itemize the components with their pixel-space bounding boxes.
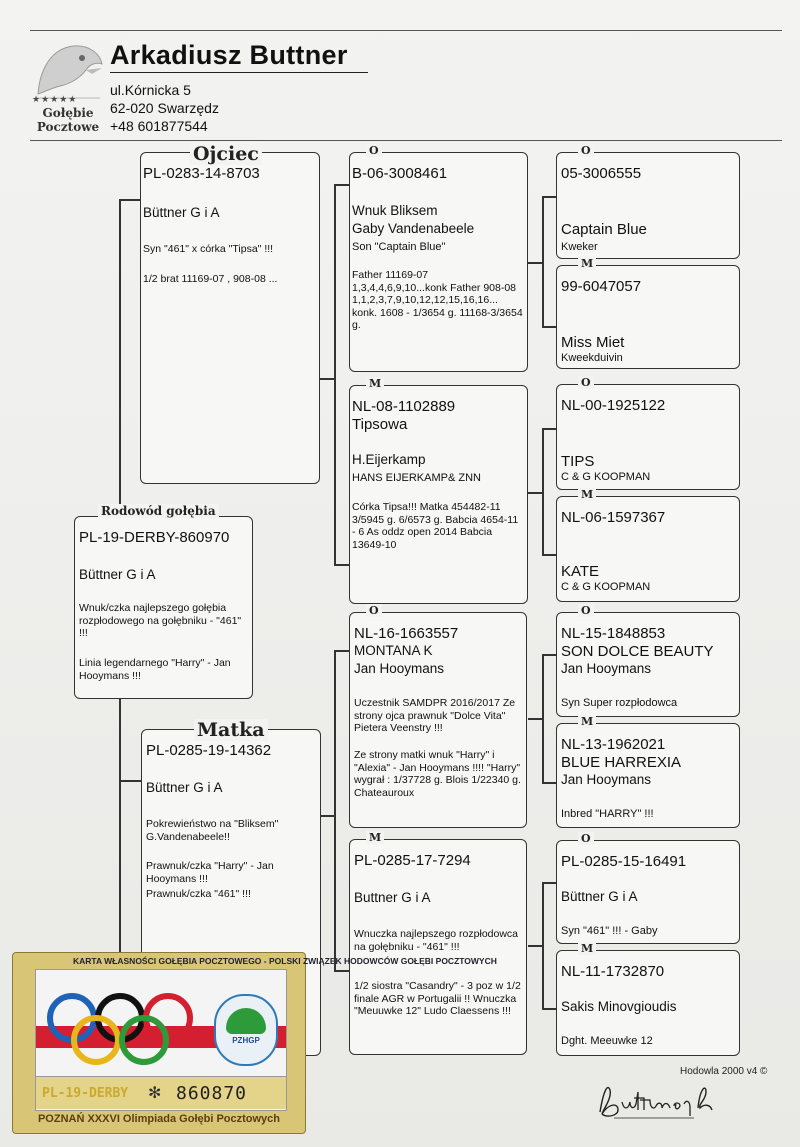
connector-gg4-b [542, 1008, 556, 1010]
label-fm: M [366, 377, 384, 390]
mother-ring: PL-0285-19-14362 [146, 742, 272, 759]
connector-fm-tick [334, 564, 349, 566]
gg-ring: NL-11-1732870 [561, 963, 665, 980]
label-gg-3: O [578, 376, 594, 389]
ff-sub: Son "Captain Blue" [352, 241, 446, 253]
gg-ring: NL-06-1597367 [561, 509, 666, 526]
snowflake-icon: ✻ [148, 1085, 162, 1102]
badge-text: PZHGP [232, 1036, 260, 1045]
fm-note: Córka Tipsa!!! Matka 454482-11 3/5945 g. 6/6573 g. Babcia 4654-11 - 6 As oddz open 2014 Babcia 13649-10 [352, 501, 519, 551]
ff-ring: B-06-3008461 [352, 165, 448, 182]
gg-ring: NL-13-1962021 [561, 736, 666, 753]
label-mother: Matka [194, 719, 268, 741]
connector-gg4 [528, 945, 542, 947]
ff-name: Wnuk Bliksem [352, 203, 438, 218]
label-father: Ojciec [190, 143, 262, 165]
pigeon-main-card [74, 516, 253, 699]
gg-card-6 [556, 723, 740, 828]
gg-name: Captain Blue [561, 221, 647, 238]
card-ring-number: 860870 [176, 1083, 248, 1104]
connector-father-tick [119, 199, 140, 201]
mm-card [349, 839, 527, 1055]
badge-green-icon [226, 1008, 266, 1034]
connector-gg1 [528, 262, 542, 264]
gg-card-4 [556, 496, 740, 602]
gg-breeder: Jan Hooymans [561, 661, 652, 676]
connector-gen3-bottom [334, 650, 336, 970]
father-note1: Syn "461" x córka "Tipsa" !!! [143, 243, 274, 255]
gg-sub: Syn "461" !!! - Gaby [561, 925, 658, 937]
gg-name: TIPS [561, 453, 595, 470]
logo-line1: Gołębie [42, 106, 94, 120]
mf-ring: NL-16-1663557 [354, 625, 459, 642]
software-version: Hodowla 2000 v4 © [680, 1066, 768, 1077]
father-card [140, 152, 320, 484]
mm-ring: PL-0285-17-7294 [354, 852, 471, 869]
fm-sub: HANS EIJERKAMP& ZNN [352, 472, 481, 484]
label-gg-4: M [578, 488, 596, 501]
header-bottom-rule [30, 140, 782, 141]
gg-sub: C & G KOOPMAN [561, 471, 651, 483]
fm-name: Tipsowa [352, 416, 408, 433]
connector-gg2-v [542, 428, 544, 554]
father-note2: 1/2 brat 11169-07 , 908-08 ... [143, 273, 278, 285]
address-city: 62-020 Swarzędz [110, 100, 219, 116]
gg-sub: Kweekduivin [561, 352, 623, 364]
olympic-rings-icon [44, 982, 194, 1074]
connector-gg2 [528, 492, 542, 494]
mf-note1: Uczestnik SAMDPR 2016/2017 Ze strony ojca prawnuk "Dolce Vita" Pietera Veenstry !!! [354, 697, 516, 735]
connector-mm-stub [320, 815, 334, 817]
gg-name: Miss Miet [561, 334, 625, 351]
mother-note3: Prawnuk/czka "461" !!! [146, 888, 251, 900]
label-mm: M [366, 831, 384, 844]
gg-card-1 [556, 152, 740, 259]
logo-line2: Pocztowe [36, 120, 100, 134]
connector-gg1-v [542, 196, 544, 326]
pzhgp-badge-icon [214, 994, 278, 1066]
signature [594, 1078, 724, 1122]
name-underline [110, 72, 368, 73]
ff-card [349, 152, 528, 372]
address-street: ul.Kórnicka 5 [110, 82, 191, 98]
pigeon-note1: Wnuk/czka najlepszego gołębia rozpłodowego na gołębniku - "461" !!! [79, 602, 242, 640]
connector-gg4-a [542, 882, 556, 884]
gg-sub: Syn Super rozpłodowca [561, 697, 678, 709]
gg-card-3 [556, 384, 740, 490]
breeder-name: Arkadiusz Buttner [110, 40, 348, 70]
mother-note1: Pokrewieństwo na "Bliksem" G.Vandenabeele!! [146, 818, 279, 843]
mf-card [349, 612, 527, 828]
fm-breeder: H.Eijerkamp [352, 452, 426, 467]
label-gg-2: M [578, 257, 596, 270]
gg-ring: 99-6047057 [561, 278, 642, 295]
gg-ring: 05-3006555 [561, 165, 642, 182]
mother-note2: Prawnuk/czka "Harry" - Jan Hooymans !!! [146, 860, 274, 885]
gg-card-8 [556, 950, 740, 1056]
address-phone: +48 601877544 [110, 118, 208, 134]
gg-card-2 [556, 265, 740, 369]
gg-card-5 [556, 612, 740, 717]
connector-gg3-v [542, 654, 544, 782]
gg-ring: NL-15-1848853 [561, 625, 666, 642]
gg-name: KATE [561, 563, 600, 580]
pigeon-note2: Linia legendarnego "Harry" - Jan Hooymans !!! [79, 657, 231, 682]
father-breeder: Büttner G i A [143, 205, 220, 220]
card-ring-prefix: PL-19-DERBY [42, 1086, 129, 1101]
card-top-text: KARTA WŁASNOŚCI GOŁĘBIA POCZTOWEGO - POLSKI ZWIĄZEK HODOWCÓW GOŁĘBI POCZTOWYCH [73, 956, 497, 966]
label-gg-5: O [578, 604, 594, 617]
mf-breeder: Jan Hooymans [354, 661, 445, 676]
card-ring-bar [36, 1076, 286, 1109]
connector-gg2-a [542, 428, 556, 430]
connector-gg3 [528, 718, 542, 720]
connector-ff-stub [320, 378, 334, 380]
connector-mm-tick [334, 970, 349, 972]
gg-name: BLUE HARREXIA [561, 754, 682, 771]
pigeon-breeder: Büttner G i A [79, 567, 156, 582]
connector-gg3-a [542, 654, 556, 656]
mm-note2: 1/2 siostra "Casandry" - 3 poz w 1/2 finale AGR w Portugalii !! Wnuczka "Meuuwke 12" Ludo Claessens !!! [354, 980, 521, 1018]
connector-gg3-b [542, 782, 556, 784]
connector-gg2-b [542, 554, 556, 556]
mm-breeder: Buttner G i A [354, 890, 431, 905]
gg-name: Büttner G i A [561, 889, 638, 904]
gg-ring: PL-0285-15-16491 [561, 853, 687, 870]
fm-card [349, 385, 528, 604]
connector-gg1-b [542, 326, 556, 328]
mf-name: MONTANA K [354, 643, 433, 658]
label-gg-1: O [578, 144, 594, 157]
ff-note: Father 11169-07 1,3,4,4,6,9,10...konk Father 908-08 1,1,2,3,7,9,10,12,12,15,16,16... konk. 1608 - 1/3654 g. 11168-3/3654 g. [352, 269, 523, 332]
label-pedigree: Rodowód gołębia [98, 504, 219, 518]
ff-breeder: Gaby Vandenabeele [352, 221, 475, 236]
gg-breeder: Jan Hooymans [561, 772, 652, 787]
gg-name: Sakis Minovgioudis [561, 999, 677, 1014]
connector-mother [119, 698, 121, 953]
card-panel [35, 969, 287, 1111]
label-gg-8: M [578, 942, 596, 955]
gg-sub: C & G KOOPMAN [561, 581, 651, 593]
gg-ring: NL-00-1925122 [561, 397, 666, 414]
mm-note1: Wnuczka najlepszego rozpłodowca na gołębniku - "461" !!! [354, 928, 519, 953]
label-gg-6: M [578, 715, 596, 728]
father-ring: PL-0283-14-8703 [143, 165, 260, 182]
label-ff: O [366, 144, 382, 157]
connector-gg1-a [542, 196, 556, 198]
gg-sub: Dght. Meeuwke 12 [561, 1035, 653, 1047]
label-mf: O [366, 604, 382, 617]
gg-name: SON DOLCE BEAUTY [561, 643, 714, 660]
card-bottom-text: POZNAŃ XXXVI Olimpiada Gołębi Pocztowych [37, 1113, 281, 1125]
connector-mother-tick [119, 780, 141, 782]
pigeon-ring: PL-19-DERBY-860970 [79, 529, 230, 546]
gg-sub: Inbred "HARRY" !!! [561, 808, 654, 820]
connector-ff-tick [334, 184, 349, 186]
connector-father [119, 199, 121, 517]
connector-mf-tick [334, 650, 349, 652]
label-gg-7: O [578, 832, 594, 845]
gg-sub: Kweker [561, 241, 598, 253]
mf-note2: Ze strony matki wnuk "Harry" i "Alexia" - Jan Hooymans !!!! "Harry" wygrał : 1/37728 g. Blois 1/22340 g. Chateauroux [354, 749, 521, 799]
mother-breeder: Büttner G i A [146, 780, 223, 795]
connector-gg4-v [542, 882, 544, 1008]
connector-gen3-top [334, 184, 336, 565]
stars-icon: ★★★★★ [32, 94, 78, 104]
gg-card-7 [556, 840, 740, 944]
header-top-rule [30, 30, 782, 31]
fm-ring: NL-08-1102889 [352, 398, 456, 415]
signature-icon [594, 1078, 724, 1122]
